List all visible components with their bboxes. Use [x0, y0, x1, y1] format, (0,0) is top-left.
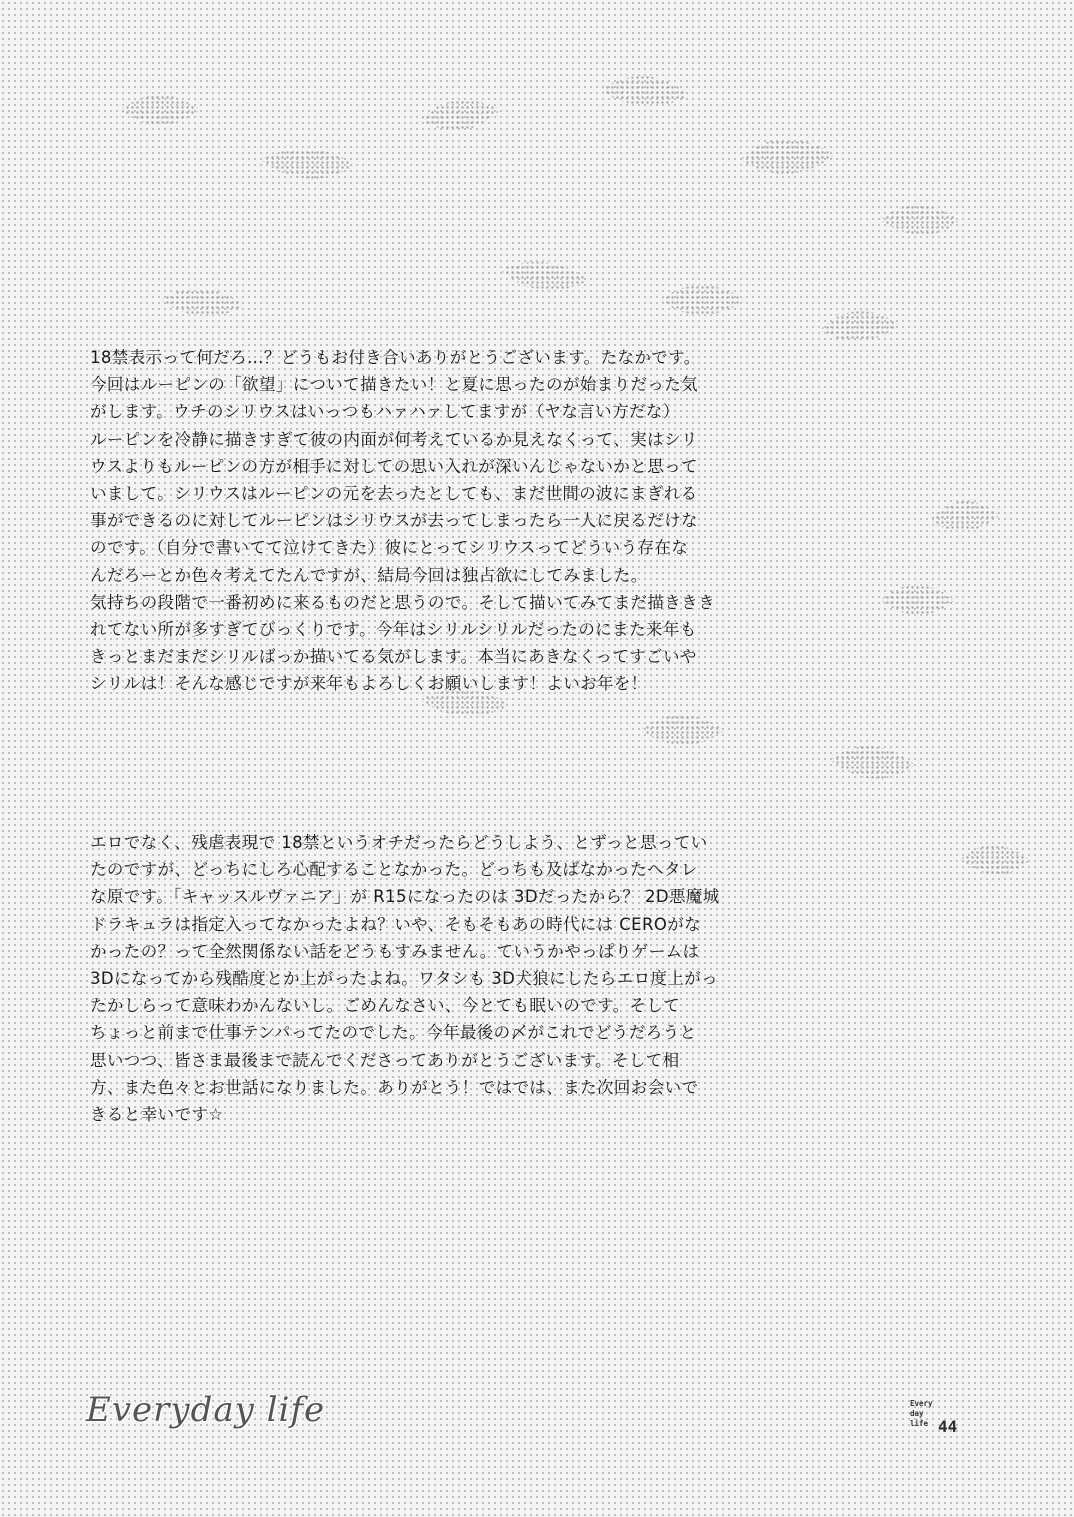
- text-line: ドラキュラは指定入ってなかったよね？いや、そもそもあの時代には CEROがな: [90, 914, 702, 934]
- afterword-hara: [90, 829, 830, 1128]
- page-label-life: life: [910, 1419, 929, 1428]
- text-line: がします。ウチのシリウスはいっつもハァハァしてますが（ヤな言い方だな）: [90, 402, 680, 422]
- text-line: のです。（自分で書いてて泣けてきた）彼にとってシリウスってどういう存在な: [90, 538, 689, 558]
- page-number: 44: [938, 1417, 958, 1436]
- text-line: ルーピンを冷静に描きすぎて彼の内面が何考えているか見えなくって、実はシリ: [90, 429, 698, 449]
- text-line: んだろーとか色々考えてたんですが、結局今回は独占欲にしてみました。: [90, 565, 648, 585]
- book-title-script: Everyday life: [86, 1390, 326, 1430]
- text-line: ウスよりもルーピンの方が相手に対しての思い入れが深いんじゃないかと思って: [90, 456, 698, 476]
- text-line: きると幸いです☆: [90, 1105, 224, 1125]
- text-line: いまして。シリウスはルーピンの元を去ったとしても、まだ世間の波にまぎれる: [90, 484, 698, 504]
- text-line: 方、また色々とお世話になりました。ありがとう！ではでは、また次回お会いで: [90, 1077, 699, 1097]
- text-line: ちょっと前まで仕事テンパってたのでした。今年最後の〆がこれでどうだろうと: [90, 1023, 697, 1043]
- text-line: きっとまだまだシリルばっか描いてる気がします。本当にあきなくってすごいや: [90, 647, 697, 667]
- text-line: 18禁表示って何だろ…？どうもお付き合いありがとうございます。たなかです。: [90, 348, 701, 367]
- text-line: れてない所が多すぎてびっくりです。今年はシリルシリルだったのにまた来年も: [90, 620, 697, 640]
- page-label-day: day: [910, 1409, 924, 1418]
- text-line: エロでなく、残虐表現で 18禁というオチだったらどうしよう、とずっと思ってい: [90, 833, 708, 852]
- text-line: 事ができるのに対してルーピンはシリウスが去ってしまったら一人に戻るだけな: [90, 511, 698, 531]
- text-line: たのですが、どっちにしろ心配することなかった。どっちも及ばなかったヘタレ: [90, 860, 698, 880]
- text-line: な原です。「キャッスルヴァニア」が R15になったのは 3Dだったから？ 2D悪魔城: [90, 887, 720, 907]
- text-line: シリルは！そんな感じですが来年もよろしくお願いします！よいお年を！: [90, 674, 648, 694]
- text-line: 3Dになってから残酷度とか上がったよね。ワタシも 3D犬狼にしたらエロ度上がっ: [90, 969, 719, 989]
- text-line: 気持ちの段階で一番初めに来るものだと思うので。そして描いてみてまだ描ききき: [90, 592, 715, 612]
- text-line: 今回はルーピンの「欲望」について描きたい！と夏に思ったのが始まりだった気: [90, 375, 699, 395]
- page-label-every: Every: [910, 1399, 933, 1408]
- text-line: たかしらって意味わかんないし。ごめんなさい、今とても眠いのです。そして: [90, 996, 681, 1016]
- afterword-tanaka: [90, 344, 830, 698]
- text-line: かったの？って全然関係ない話をどうもすみません。ていうかやっぱりゲームは: [90, 941, 700, 961]
- page-number-mark: [910, 1400, 980, 1440]
- text-line: 思いつつ、皆さま最後まで読んでくださってありがとうございます。そして相: [90, 1050, 680, 1070]
